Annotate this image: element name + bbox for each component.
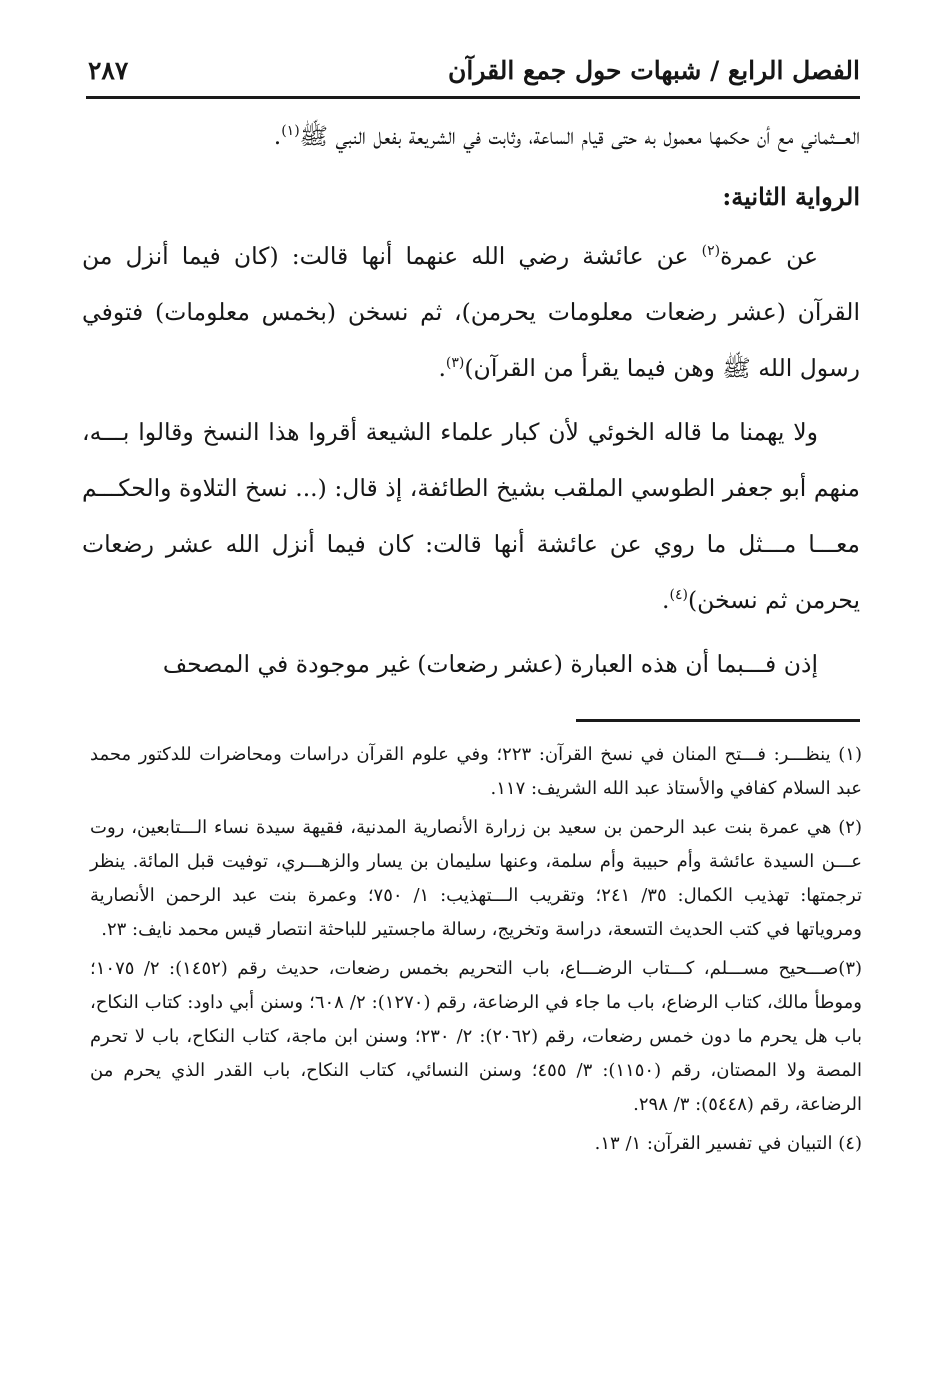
paragraph-1-text: العـــثماني مع أن حكمها معمول به حتى قيام الساعة، وثابت في الشريعة بفعل النبي ﷺ [299, 122, 860, 150]
footnote-separator [576, 719, 860, 722]
main-text [82, 108, 860, 700]
footnote-ref-2: (٢) [701, 243, 721, 260]
footnote-2 [90, 811, 862, 947]
section-heading: الرواية الثانية: [722, 182, 860, 211]
footnote-marker: (٢) [838, 817, 862, 838]
footnote-ref-3: (٣) [445, 355, 465, 372]
footnote-text: ينظـــر: فـــتح المنان في نسخ القرآن: ٢٢٣؛ وفي علوم القرآن دراسات ومحاضرات للدكتور محمد عبد السلام كفافي والأستاذ عبد الله الشريف: ١١٧. [90, 744, 862, 799]
page-header [86, 52, 860, 99]
footnote-text: هي عمرة بنت عبد الرحمن بن سعيد بن زرارة الأنصارية المدنية، فقيهة سيدة نساء الـــتابعين، روت عـــن السيدة عائشة وأم حبيبة وأم سلمة، وعنها سليمان بن يسار والزهـــري، توفيت قبل المائة. ينظر ترجمتها: تهذيب الكمال: ٣٥/ ٢٤١؛ وتقريب الـــتهذيب: ١/ ٧٥٠؛ وعمرة بنت عبد الرحمن الأنصارية ومروياتها في كتب الحديث التسعة، دراسة وتخريج، رسالة ماجستير للباحثة انتصار قيس محمد نايف: ٢٣. [90, 817, 862, 940]
footnote-4 [90, 1127, 862, 1161]
paragraph-2-start: عن عمرة [720, 242, 818, 270]
page-number: ٢٨٧ [88, 56, 129, 85]
paragraph-2 [82, 228, 860, 396]
footnote-1 [90, 738, 862, 806]
paragraph-3-end: . [662, 586, 670, 614]
footnote-3 [90, 952, 862, 1122]
footnote-ref-4: (٤) [669, 587, 688, 604]
footnote-marker: (٣) [838, 958, 863, 979]
footnotes [90, 738, 862, 1166]
running-title: الفصل الرابع / شبهات حول جمع القرآن [448, 56, 860, 85]
paragraph-2-end: . [438, 354, 446, 382]
paragraph-3-text: ولا يهمنا ما قاله الخوئي لأن كبار علماء الشيعة أقروا هذا النسخ وقالوا بـــه، منهم أبو جعفر الطوسي الملقب بشيخ الطائفة، إذ قال: (... نسخ التلاوة والحكـــم معـــا مـــثل ما روي عن عائشة أنها قالت: كان فيما أنزل الله عشر رضعات يحرمن ثم نسخن) [82, 418, 860, 614]
paragraph-3 [82, 404, 860, 628]
footnote-ref-1: (١) [281, 123, 300, 140]
paragraph-4 [82, 636, 860, 692]
footnote-marker: (١) [838, 744, 862, 765]
paragraph-2-text: عن عائشة رضي الله عنهما أنها قالت: (كان فيما أنزل من القرآن (عشر رضعات معلومات يحرمن)، ثم نسخن (بخمس معلومات) فتوفي رسول الله ﷺ وهن فيما يقرأ من القرآن) [82, 242, 860, 382]
footnote-text: التبيان في تفسير القرآن: ١/ ١٣. [594, 1133, 833, 1154]
paragraph-1-end: . [273, 122, 282, 150]
paragraph-1 [82, 108, 860, 164]
footnote-marker: (٤) [838, 1133, 862, 1154]
paragraph-4-text: إذن فـــبما أن هذه العبارة (عشر رضعات) غير موجودة في المصحف [162, 650, 818, 678]
footnote-text: صـــحيح مســـلم، كـــتاب الرضـــاع، باب التحريم بخمس رضعات، حديث رقم (١٤٥٢): ٢/ ١٠٧٥؛ وموطأ مالك، كتاب الرضاع، باب ما جاء في الرضاعة، رقم (١٢٧٠): ٢/ ٦٠٨؛ وسنن أبي داود: كتاب النكاح، باب هل يحرم ما دون خمس رضعات، رقم (٢٠٦٢): ٢/ ٢٣٠؛ وسنن ابن ماجة، كتاب النكاح، باب لا تحرم المصة ولا المصتان، رقم (١١٥٠): ٣/ ٤٥٥؛ وسنن النسائي، كتاب النكاح، باب القدر الذي يحرم من الرضاعة، رقم (٥٤٤٨): ٣/ ٢٩٨. [90, 958, 862, 1115]
